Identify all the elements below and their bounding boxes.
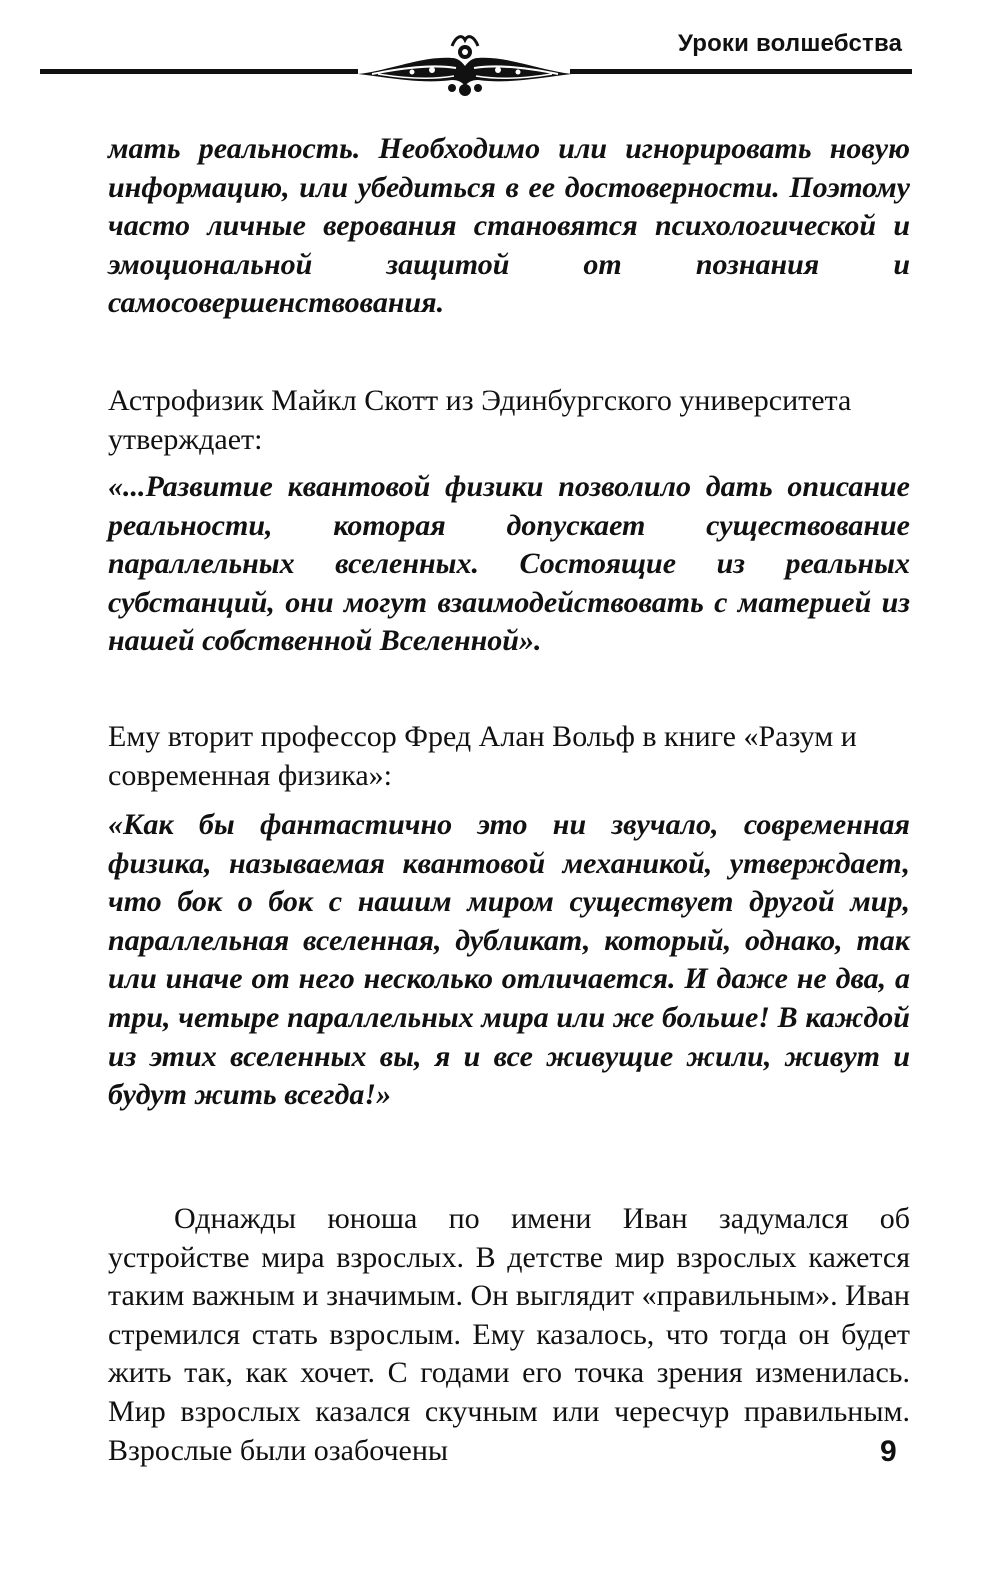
ornament-icon [352,30,578,102]
body-paragraph [108,1200,910,1470]
quote-text: «...Развитие квантовой физики позволило дать описание реальности, которая допускает существование параллельных вселенных. Состоящие из реальных субстанций, они могут взаимодействовать с материей из нашей собственной Вселенной». [108,470,910,658]
quote-text: мать реальность. Необходимо или игнорировать новую информацию, или убедиться в ее достоверности. Поэтому часто личные верования становятся психологической и эмоциональной защитой от познания и самосовершенствования. [108,132,910,320]
intro-text: Астрофизик Майкл Скотт из Эдинбургского университета утверждает: [108,384,852,456]
quote-text: «Как бы фантастично это ни звучало, современная физика, называемая квантовой механикой, утверждает, что бок о бок с нашим миром существует другой мир, параллельная вселенная, дубликат, который, однако, так или иначе от него несколько отличается. И даже не два, а три, четыре параллельных мира или же больше! В каждой из этих вселенных вы, я и все живущие жили, живут и будут жить всегда!» [108,808,910,1112]
running-title: Уроки волшебства [678,30,903,57]
page-header [0,0,1000,110]
header-rule-right [570,69,912,74]
page-number: 9 [880,1435,897,1468]
intro-text: Ему вторит профессор Фред Алан Вольф в книге «Разум и современная физика»: [108,720,857,792]
header-rule-left [40,69,358,74]
quote-paragraph-1 [108,130,910,323]
body-text: Однажды юноша по имени Иван задумался об устройстве мира взрослых. В детстве мир взрослых кажется таким важным и значимым. Он выглядит «правильным». Иван стремился стать взрослым. Ему казалось, что тогда он будет жить так, как хочет. С годами его точка зрения изменилась. Мир взрослых казался скучным или чересчур правильным. Взрослые были озабочены [108,1202,910,1467]
quote-paragraph-3 [108,806,910,1115]
intro-paragraph-2 [108,718,910,795]
quote-paragraph-2 [108,468,910,661]
intro-paragraph-1 [108,382,910,459]
